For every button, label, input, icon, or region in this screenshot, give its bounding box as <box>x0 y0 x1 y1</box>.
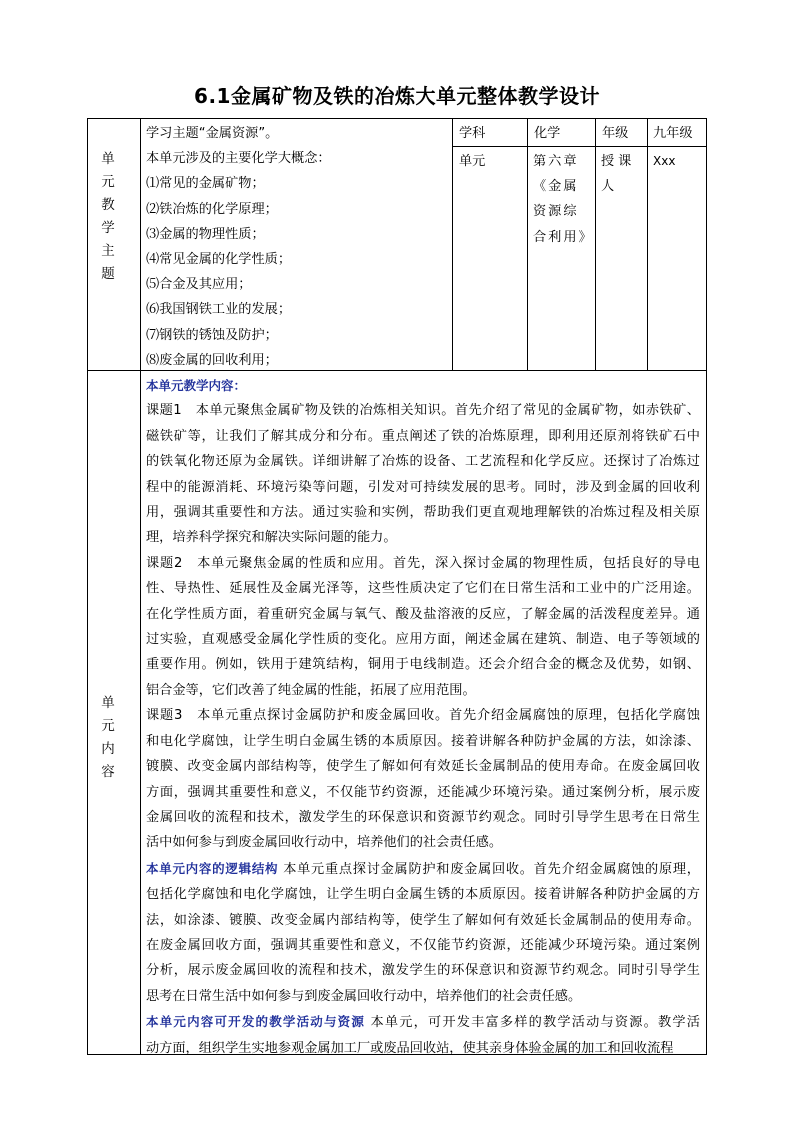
text-line: 程中的能源消耗、环境污染等问题，引发对可持续发展的思考。同时，涉及到金属的回收利 <box>146 479 700 495</box>
teaching-content-heading: 本单元教学内容： <box>146 378 247 393</box>
text-line: 和电化学腐蚀，让学生明白金属生锈的本质原因。接着讲解各种防护金属的方法，如涂漆、 <box>146 733 700 749</box>
text-line: 方面，强调其重要性和意义，不仅能节约资源，还能减少环境污染。通过案例分析，展示废 <box>146 784 700 800</box>
text-line: 金属回收的流程和技术，激发学生的环保意识和资源节约观念。同时引导学生思考在日常生 <box>146 809 700 825</box>
text-line: 包括化学腐蚀和电化学腐蚀，让学生明白金属生锈的本质原因。接着讲解各种防护金属的方 <box>146 887 700 903</box>
teacher-value: Xxx <box>653 154 676 168</box>
grade-label: 年级 <box>602 126 629 141</box>
theme-line: 本单元涉及的主要化学大概念： <box>146 151 331 167</box>
document-title: 6.1金属矿物及铁的冶炼大单元整体教学设计 <box>194 84 600 108</box>
text-line: 思考在日常生活中如何参与到废金属回收行动中，培养他们的社会责任感。 <box>146 988 582 1004</box>
text-line: 磁铁矿等，让我们了解其成分和分布。重点阐述了铁的冶炼原理，即利用还原剂将铁矿石中 <box>146 428 700 444</box>
unit-content-body <box>146 373 700 1061</box>
text-line: 过实验，直观感受金属化学性质的变化。应用方面，阐述金属在建筑、制造、电子等领域的 <box>146 632 700 648</box>
text-line: 镀膜、改变金属内部结构等，使学生了解如何有效延长金属制品的使用寿命。在废金属回收 <box>146 759 700 775</box>
table-border-left <box>87 118 88 1055</box>
text-line: 课题2 本单元聚焦金属的性质和应用。首先，深入探讨金属的物理性质，包括良好的导电 <box>146 555 700 571</box>
table-border-top <box>87 118 707 119</box>
subject-value: 化学 <box>534 126 561 141</box>
theme-list <box>146 121 446 373</box>
logic-structure-paragraph <box>146 856 700 1009</box>
text-line: 铝合金等，它们改善了纯金属的性能，拓展了应用范围。 <box>146 682 476 698</box>
unit-theme-label: 单元教学主题 <box>101 151 127 282</box>
text-line: 分析，展示废金属回收的流程和技术，激发学生的环保意识和资源节约观念。同时引导学生 <box>146 963 700 979</box>
text-line: 的铁氧化物还原为金属铁。详细讲解了冶炼的设备、工艺流程和化学反应。还探讨了冶炼过 <box>146 454 700 470</box>
text-line: 活中如何参与到废金属回收行动中，培养他们的社会责任感。 <box>146 835 503 851</box>
activity-line-first: 本单元，可开发丰富多样的教学活动与资源。教学活 <box>365 1015 700 1031</box>
theme-line: ⑸合金及其应用； <box>146 277 252 293</box>
text-line: 动方面，组织学生实地参观金属加工厂或废品回收站，使其亲身体验金属的加工和回收流程 <box>146 1040 674 1056</box>
logic-line-first: 本单元重点探讨金属防护和废金属回收。首先介绍金属腐蚀的原理， <box>278 861 700 877</box>
lesson-2-paragraph <box>146 551 700 703</box>
logic-structure-heading: 本单元内容的逻辑结构 <box>146 860 279 876</box>
subject-label: 学科 <box>459 126 486 141</box>
subgrid-divider-1 <box>452 118 453 370</box>
text-line: 在废金属回收方面，强调其重要性和意义，不仅能节约资源，还能减少环境污染。通过案例 <box>146 937 700 953</box>
text-line: 课题1 本单元聚焦金属矿物及铁的冶炼相关知识。首先介绍了常见的金属矿物，如赤铁矿、 <box>146 403 700 419</box>
table-border-right <box>706 118 707 1055</box>
text-line: 理，培养科学探究和解决实际问题的能力。 <box>146 530 397 546</box>
activities-heading: 本单元内容可开发的教学活动与资源 <box>146 1014 366 1030</box>
text-line <box>146 1009 700 1035</box>
grade-value: 九年级 <box>653 126 693 141</box>
unit-content-label: 单元内容 <box>101 695 127 780</box>
theme-line: ⑶金属的物理性质； <box>146 226 265 242</box>
text-line: 法，如涂漆、镀膜、改变金属内部结构等，使学生了解如何有效延长金属制品的使用寿命。 <box>146 912 700 928</box>
theme-line: ⑷常见金属的化学性质； <box>146 252 292 268</box>
theme-line: 学习主题“金属资源”。 <box>146 126 279 141</box>
text-line: 课题3 本单元重点探讨金属防护和废金属回收。首先介绍金属腐蚀的原理，包括化学腐蚀 <box>146 708 700 724</box>
subgrid-divider-3 <box>595 118 596 370</box>
unit-label: 单元 <box>459 154 486 169</box>
unit-value: 第六章《金属资源综合利用》 <box>533 154 594 245</box>
theme-line: ⑻废金属的回收利用； <box>146 352 278 368</box>
text-line: 在化学性质方面，着重研究金属与氧气、酸及盐溶液的反应，了解金属的活泼程度差异。通 <box>146 606 700 622</box>
activities-paragraph <box>146 1009 700 1061</box>
lesson-3-paragraph <box>146 703 700 855</box>
theme-line: ⑹我国钢铁工业的发展； <box>146 302 292 318</box>
teacher-label: 授课人 <box>601 154 636 195</box>
subgrid-divider-4 <box>647 118 648 370</box>
text-line: 重要作用。例如，铁用于建筑结构，铜用于电线制造。还会介绍合金的概念及优势，如钢、 <box>146 657 700 673</box>
theme-line: ⑺钢铁的锈蚀及防护； <box>146 327 278 343</box>
text-line: 性、导热性、延展性及金属光泽等，这些性质决定了它们在日常生活和工业中的广泛用途。 <box>146 581 700 597</box>
theme-line: ⑵铁冶炼的化学原理； <box>146 201 278 217</box>
label-column-divider <box>140 118 141 1055</box>
text-line <box>146 856 700 882</box>
text-line: 用，强调其重要性和方法。通过实验和实例，帮助我们更直观地理解铁的冶炼过程及相关原 <box>146 505 700 521</box>
theme-line: ⑴常见的金属矿物； <box>146 176 265 192</box>
subgrid-divider-2 <box>527 118 528 370</box>
lesson-1-paragraph <box>146 398 700 550</box>
